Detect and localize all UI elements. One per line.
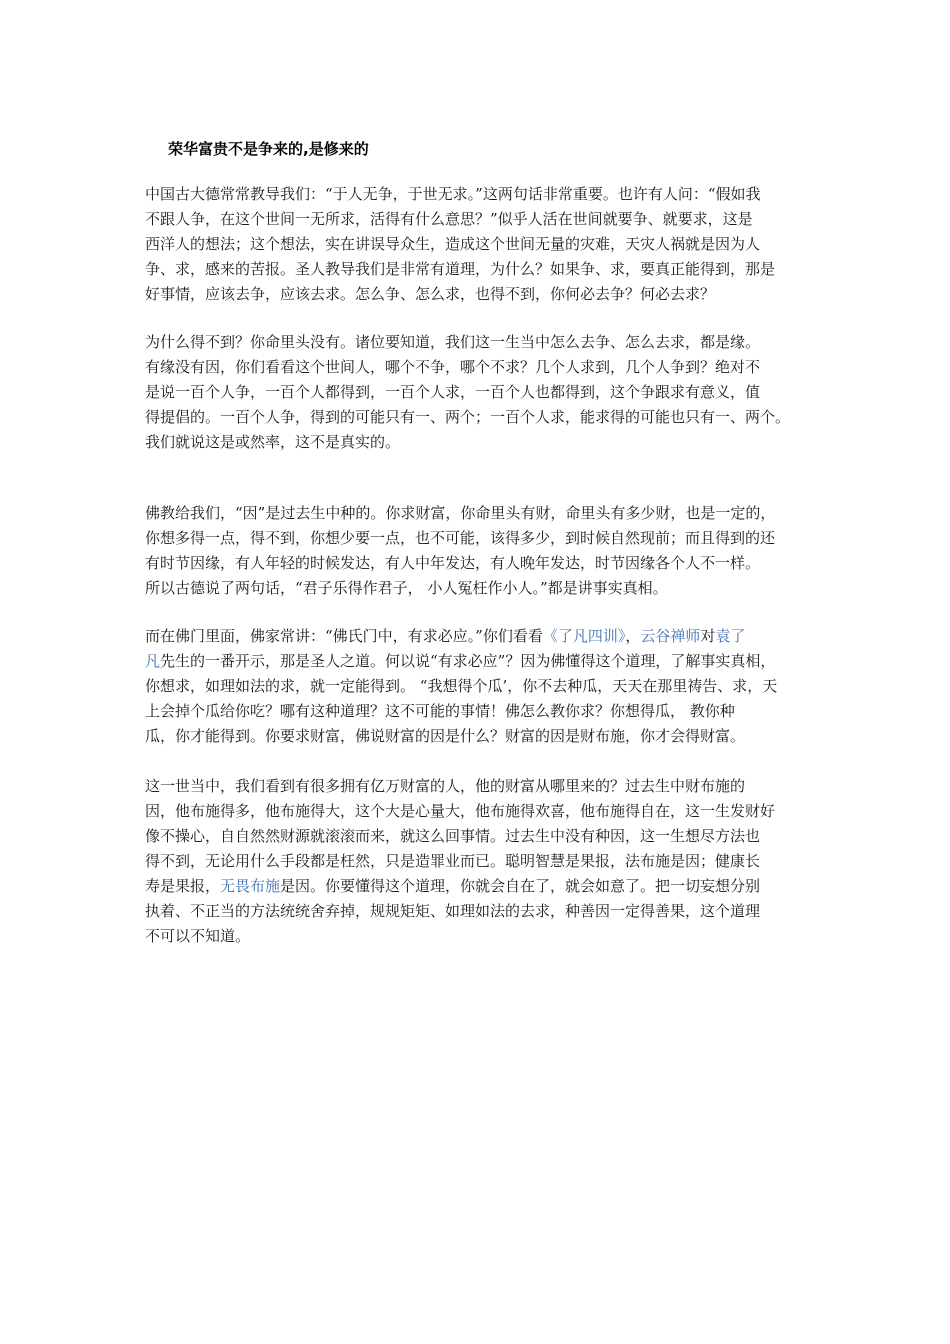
link-yungu-chanshi[interactable]: 云谷禅师 — [640, 627, 701, 645]
paragraph-1 — [145, 182, 825, 307]
text-line: 像不操心，自自然然财源就滚滚而来，就这么回事情。过去生中没有种因，这一生想尽方法也 — [145, 827, 761, 845]
text-line: 西洋人的想法；这个想法，实在讲误导众生，造成这个世间无量的灾难，天灾人祸就是因为人 — [145, 235, 761, 253]
document-title: 荣华富贵不是争来的,是修来的 — [168, 140, 369, 158]
link-liaofan-sixun[interactable]: 《了凡四训》 — [542, 627, 626, 645]
text-line: 有时节因缘，有人年轻的时候发达，有人中年发达，有人晚年发达，时节因缘各个人不一样。 — [145, 554, 761, 572]
text-line: 有缘没有因，你们看看这个世间人，哪个不争，哪个不求？几个人求到，几个人争到？绝对不 — [145, 358, 761, 376]
text-line — [145, 649, 825, 674]
paragraph-4 — [145, 624, 825, 749]
text-line: 得不到，无论用什么手段都是枉然，只是造罪业而已。聪明智慧是果报，法布施是因；健康长 — [145, 852, 761, 870]
text-run: 对 — [700, 627, 716, 645]
link-yuan-liaofan-cont[interactable]: 凡 — [145, 652, 161, 670]
text-line: 瓜，你才能得到。你要求财富，佛说财富的因是什么？财富的因是财布施，你才会得财富。 — [145, 727, 746, 745]
text-line — [145, 874, 825, 899]
text-line: 不跟人争，在这个世间一无所求，活得有什么意思？”似乎人活在世间就要争、就要求，这是 — [145, 210, 753, 228]
text-run: ， — [625, 627, 641, 645]
text-line: 所以古德说了两句话，“君子乐得作君子， 小人冤枉作小人。”都是讲事实真相。 — [145, 579, 668, 597]
text-line: 不可以不知道。 — [145, 927, 251, 945]
text-line: 争、求，感来的苦报。圣人教导我们是非常有道理，为什么？如果争、求，要真正能得到，那是 — [145, 260, 776, 278]
text-line: 你想多得一点，得不到，你想少要一点，也不可能，该得多少，到时候自然现前；而且得到的还 — [145, 529, 776, 547]
text-run: 是因。你要懂得这个道理，你就会自在了，就会如意了。把一切妄想分别 — [280, 877, 761, 895]
paragraph-5 — [145, 774, 825, 949]
text-line: 上会掉个瓜给你吃？哪有这种道理？这不可能的事情！佛怎么教你求？你想得瓜， 教你种 — [145, 702, 735, 720]
text-line: 得提倡的。一百个人争，得到的可能只有一、两个；一百个人求，能求得的可能也只有一、两个。 — [145, 408, 791, 426]
link-wuwei-bushi[interactable]: 无畏布施 — [220, 877, 281, 895]
link-yuan-liaofan[interactable]: 袁了 — [715, 627, 746, 645]
paragraph-2 — [145, 330, 825, 455]
text-line: 中国古大德常常教导我们：“于人无争，于世无求。”这两句话非常重要。也许有人问：“假如我 — [145, 185, 761, 203]
text-line: 这一世当中，我们看到有很多拥有亿万财富的人，他的财富从哪里来的？过去生中财布施的 — [145, 777, 746, 795]
text-line: 我们就说这是或然率，这不是真实的。 — [145, 433, 401, 451]
text-run: 先生的一番开示，那是圣人之道。何以说“有求必应”？因为佛懂得这个道理，了解事实真相， — [160, 652, 776, 670]
text-line: 为什么得不到？你命里头没有。诸位要知道，我们这一生当中怎么去争、怎么去求，都是缘。 — [145, 333, 761, 351]
text-line: 你想求，如理如法的求，就一定能得到。 “我想得个瓜’，你不去种瓜，天天在那里祷告、求，天 — [145, 677, 778, 695]
text-line: 是说一百个人争，一百个人都得到，一百个人求，一百个人也都得到，这个争跟求有意义，值 — [145, 383, 761, 401]
text-line: 执着、不正当的方法统统舍弃掉，规规矩矩、如理如法的去求，种善因一定得善果，这个道理 — [145, 902, 761, 920]
text-line — [145, 624, 825, 649]
text-line: 佛教给我们，“因”是过去生中种的。你求财富，你命里头有财，命里头有多少财，也是一定的， — [145, 504, 776, 522]
paragraph-3 — [145, 501, 825, 601]
text-line: 因，他布施得多，他布施得大，这个大是心量大，他布施得欢喜，他布施得自在，这一生发财好 — [145, 802, 776, 820]
text-run: 寿是果报， — [145, 877, 221, 895]
text-line: 好事情，应该去争，应该去求。怎么争、怎么求，也得不到，你何必去争？何必去求？ — [145, 285, 716, 303]
text-run: 而在佛门里面，佛家常讲：“佛氏门中，有求必应。”你们看看 — [145, 627, 543, 645]
